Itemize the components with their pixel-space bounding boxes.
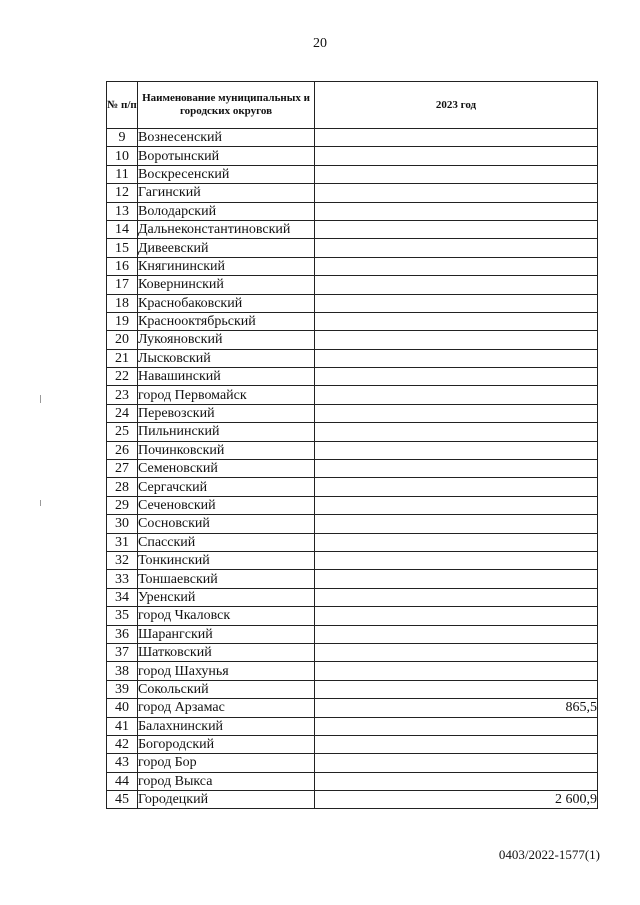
row-name: город Первомайск [138,386,315,404]
row-value [315,147,598,165]
table-row [107,368,598,386]
row-name: город Чкаловск [138,607,315,625]
table-row [107,735,598,753]
row-name: Богородский [138,735,315,753]
row-number: 33 [107,570,138,588]
table-row [107,147,598,165]
row-number: 26 [107,441,138,459]
row-name: Дальнеконстантиновский [138,220,315,238]
table-row [107,294,598,312]
table-row [107,386,598,404]
row-name: Спасский [138,533,315,551]
row-name: Вознесенский [138,129,315,147]
row-number: 44 [107,772,138,790]
row-number: 39 [107,680,138,698]
row-value [315,165,598,183]
row-name: город Арзамас [138,699,315,717]
table-row [107,478,598,496]
row-name: Володарский [138,202,315,220]
table-row [107,699,598,717]
row-number: 42 [107,735,138,753]
row-name: Сосновский [138,515,315,533]
table-row [107,772,598,790]
table-row [107,662,598,680]
row-name: Гагинский [138,184,315,202]
row-number: 15 [107,239,138,257]
table-row [107,643,598,661]
row-number: 27 [107,460,138,478]
row-number: 32 [107,551,138,569]
table-row [107,607,598,625]
row-name: Семеновский [138,460,315,478]
row-value [315,423,598,441]
row-number: 14 [107,220,138,238]
table-row [107,220,598,238]
row-name: Краснобаковский [138,294,315,312]
row-name: Тонкинский [138,551,315,569]
row-value [315,129,598,147]
table-row [107,754,598,772]
header-number: № п/п [107,82,138,129]
table-row [107,680,598,698]
row-value [315,533,598,551]
row-value [315,202,598,220]
row-name: город Бор [138,754,315,772]
row-name: Лукояновский [138,331,315,349]
row-number: 36 [107,625,138,643]
row-number: 41 [107,717,138,735]
row-value [315,607,598,625]
row-value [315,478,598,496]
row-value [315,386,598,404]
row-name: Дивеевский [138,239,315,257]
row-value [315,368,598,386]
table-row [107,239,598,257]
municipalities-table [106,81,598,809]
row-name: город Шахунья [138,662,315,680]
row-number: 30 [107,515,138,533]
row-name: Балахнинский [138,717,315,735]
table-body [107,129,598,809]
row-name: Ковернинский [138,276,315,294]
row-name: Сокольский [138,680,315,698]
row-value [315,257,598,275]
row-number: 16 [107,257,138,275]
row-number: 37 [107,643,138,661]
table-row [107,276,598,294]
table-row [107,625,598,643]
row-value [315,515,598,533]
row-value [315,680,598,698]
row-number: 45 [107,791,138,809]
row-number: 28 [107,478,138,496]
row-name: Уренский [138,588,315,606]
row-value [315,349,598,367]
row-value [315,643,598,661]
row-value [315,460,598,478]
row-value [315,312,598,330]
row-number: 23 [107,386,138,404]
row-value [315,294,598,312]
row-number: 12 [107,184,138,202]
table-row [107,312,598,330]
row-name: Городецкий [138,791,315,809]
row-name: Краснооктябрьский [138,312,315,330]
row-number: 24 [107,404,138,422]
row-number: 21 [107,349,138,367]
row-name: Сеченовский [138,496,315,514]
row-value [315,717,598,735]
row-value: 865,5 [315,699,598,717]
table-row [107,165,598,183]
row-name: Пильнинский [138,423,315,441]
table-row [107,496,598,514]
row-number: 13 [107,202,138,220]
row-value [315,404,598,422]
row-value [315,276,598,294]
row-name: Лысковский [138,349,315,367]
row-number: 38 [107,662,138,680]
table-row [107,349,598,367]
row-value [315,184,598,202]
row-name: Шарангский [138,625,315,643]
page-number: 20 [313,36,327,51]
table-row [107,129,598,147]
row-number: 29 [107,496,138,514]
row-number: 17 [107,276,138,294]
row-value: 2 600,9 [315,791,598,809]
row-value [315,239,598,257]
table-row [107,257,598,275]
row-value [315,588,598,606]
row-name: Навашинский [138,368,315,386]
row-value [315,441,598,459]
row-value [315,625,598,643]
table-row [107,570,598,588]
table-row [107,441,598,459]
row-number: 10 [107,147,138,165]
row-name: Шатковский [138,643,315,661]
row-number: 18 [107,294,138,312]
row-name: город Выкса [138,772,315,790]
row-number: 34 [107,588,138,606]
header-name: Наименование муниципальных и городских округов [138,82,315,129]
row-name: Перевозский [138,404,315,422]
table-row [107,202,598,220]
table-row [107,184,598,202]
row-number: 43 [107,754,138,772]
row-number: 25 [107,423,138,441]
row-number: 31 [107,533,138,551]
row-name: Починковский [138,441,315,459]
table-row [107,331,598,349]
row-value [315,551,598,569]
row-value [315,662,598,680]
table-row [107,460,598,478]
table-row [107,404,598,422]
header-year: 2023 год [315,82,598,129]
row-number: 35 [107,607,138,625]
table-row [107,551,598,569]
scan-mark [40,395,41,403]
table-row [107,588,598,606]
row-value [315,754,598,772]
row-value [315,220,598,238]
row-number: 19 [107,312,138,330]
row-value [315,772,598,790]
table-row [107,515,598,533]
row-number: 40 [107,699,138,717]
row-name: Сергачский [138,478,315,496]
table-row [107,791,598,809]
table-row [107,717,598,735]
table-row [107,423,598,441]
row-number: 9 [107,129,138,147]
table-header-row [107,82,598,129]
row-name: Тоншаевский [138,570,315,588]
row-name: Воротынский [138,147,315,165]
row-number: 20 [107,331,138,349]
row-name: Княгининский [138,257,315,275]
row-number: 22 [107,368,138,386]
row-value [315,735,598,753]
row-value [315,496,598,514]
scan-mark [40,500,41,506]
document-code: 0403/2022-1577(1) [498,847,600,862]
row-number: 11 [107,165,138,183]
row-value [315,570,598,588]
row-name: Воскресенский [138,165,315,183]
row-value [315,331,598,349]
table-row [107,533,598,551]
